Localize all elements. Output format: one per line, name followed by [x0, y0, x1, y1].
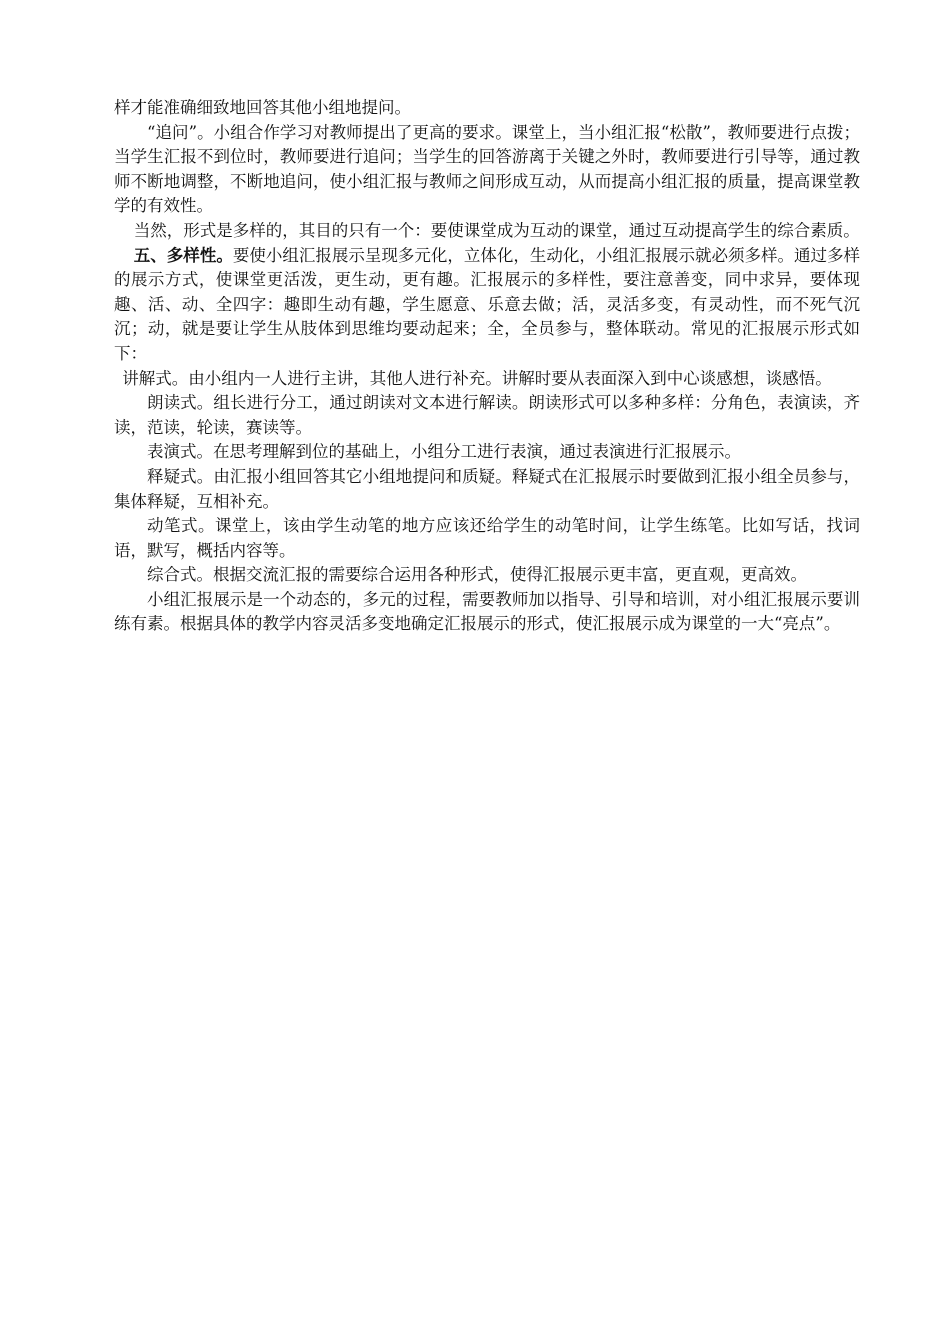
paragraph-section-five [114, 244, 860, 367]
paragraph-zonghe: 综合式。根据交流汇报的需要综合运用各种形式，使得汇报展示更丰富，更直观，更高效。 [147, 565, 807, 585]
paragraph-jiangjie: 讲解式。由小组内一人进行主讲，其他人进行补充。讲解时要从表面深入到中心谈感想，谈感悟。 [122, 368, 832, 388]
paragraph-biaoyan: 表演式。在思考理解到位的基础上，小组分工进行表演，通过表演进行汇报展示。 [147, 442, 741, 462]
section-five-body: 要使小组汇报展示呈现多元化，立体化，生动化，小组汇报展示就必须多样。通过多样的展示方式，使课堂更活泼，更生动，更有趣。汇报展示的多样性，要注意善变，同中求异，要体现趣、活、动、全四字：趣即生动有趣，学生愿意、乐意去做；活，灵活多变，有灵动性，而不死气沉沉；动，就是要让学生从肢体到思维均要动起来；全，全员参与，整体联动。常见的汇报展示形式如下： [114, 245, 861, 363]
paragraph-shiyi: 释疑式。由汇报小组回答其它小组地提问和质疑。释疑式在汇报展示时要做到汇报小组全员参与，集体释疑，互相补充。 [114, 466, 860, 511]
paragraph-conclusion: 小组汇报展示是一个动态的，多元的过程，需要教师加以指导、引导和培训，对小组汇报展示要训练有素。根据具体的教学内容灵活多变地确定汇报展示的形式，使汇报展示成为课堂的一大“亮点”。 [114, 589, 860, 634]
section-five-heading: 五、多样性。 [133, 245, 233, 265]
paragraph-continuation: 样才能准确细致地回答其他小组地提问。 [114, 98, 411, 117]
paragraph-dongbi: 动笔式。课堂上，该由学生动笔的地方应该还给学生的动笔时间，让学生练笔。比如写话，找词语，默写，概括内容等。 [114, 516, 860, 560]
document-page [114, 96, 860, 637]
paragraph-zhuiwen: “追问”。小组合作学习对教师提出了更高的要求。课堂上，当小组汇报“松散”，教师要进行点拨；当学生汇报不到位时，教师要进行追问；当学生的回答游离于关键之外时，教师要进行引导等，通过教师不断地调整，不断地追问，使小组汇报与教师之间形成互动，从而提高小组汇报的质量，提高课堂教学的有效性。 [114, 122, 860, 216]
paragraph-dangran: 当然，形式是多样的，其目的只有一个：要使课堂成为互动的课堂，通过互动提高学生的综合素质。 [133, 220, 860, 240]
paragraph-langdu: 朗读式。组长进行分工，通过朗读对文本进行解读。朗读形式可以多种多样：分角色，表演读，齐读，范读，轮读，赛读等。 [114, 393, 860, 437]
